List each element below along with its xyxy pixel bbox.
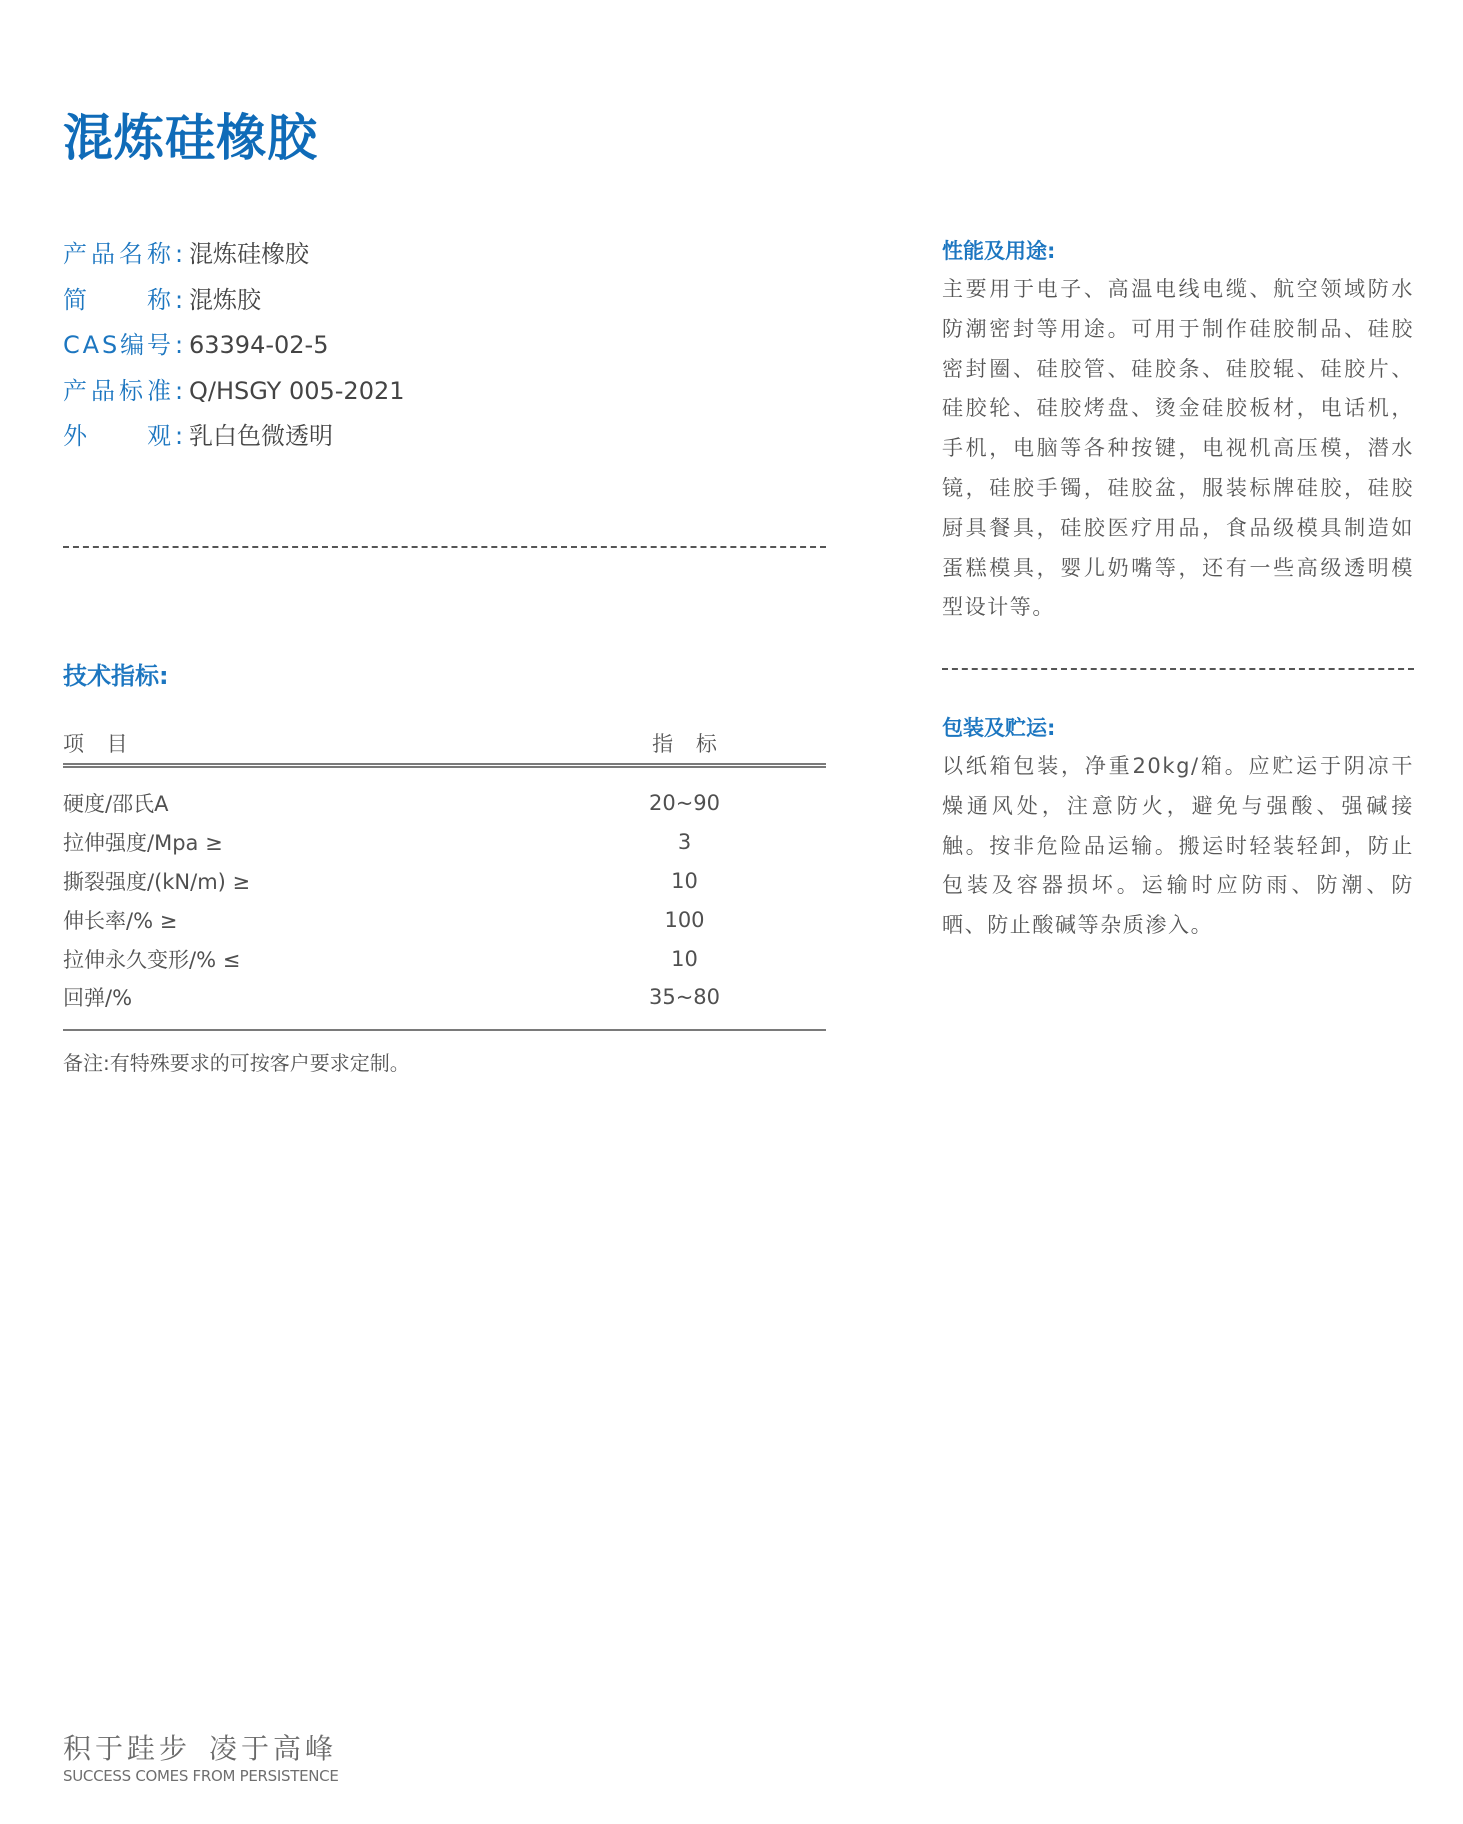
colon: : [174,240,184,268]
cell-item: 伸长率/% ≥ [63,908,178,933]
cell-item: 硬度/邵氏A [63,792,169,817]
cell-value: 100 [664,907,705,932]
label-char: 称 [147,285,171,314]
label-char: 产 [63,376,87,405]
info-row-cas [63,323,823,369]
spec-heading: 技术指标: [63,662,169,690]
table-row [63,900,826,939]
label-char: 号 [146,331,171,359]
column-header-item: 项 目 [63,731,136,756]
info-value: 63394-02-5 [189,331,329,359]
cell-item: 拉伸强度/Mpa ≥ [63,831,223,856]
dashed-divider [63,546,826,548]
slogan-chinese [63,1732,339,1766]
info-value: 混炼硅橡胶 [189,240,309,268]
label-char: S [101,331,118,359]
label-char: 称 [147,240,171,268]
spec-table [63,722,826,1031]
info-value: 混炼胶 [189,285,261,314]
colon: : [174,376,184,405]
colon: : [174,331,184,359]
slogan-english: SUCCESS COMES FROM PERSISTENCE [63,1767,339,1785]
performance-text: 主要用于电子、高温电线电缆、航空领域防水防潮密封等用途。可用于制作硅胶制品、硅胶密封圈、硅胶管、硅胶条、硅胶辊、硅胶片、硅胶轮、硅胶烤盘、烫金硅胶板材，电话机，手机，电脑等各种按键，电视机高压模，潜水镜，硅胶手镯，硅胶盆，服装标牌硅胶，硅胶厨具餐具，硅胶医疗用品，食品级模具制造如蛋糕模具，婴儿奶嘴等，还有一些高级透明模型设计等。 [942,277,1414,620]
label-char: 品 [91,240,115,268]
info-value: Q/HSGY 005-2021 [189,376,405,405]
info-label [63,369,171,414]
footer-slogan [63,1732,339,1786]
table-row [63,862,826,901]
cell-value: 20~90 [648,791,721,816]
slogan-part-1: 积于跬步 [63,1732,192,1765]
table-row [63,823,826,862]
info-row-short-name [63,278,823,324]
table-row [63,978,826,1017]
table-header [63,722,826,768]
info-label [63,414,171,459]
label-char: C [63,331,80,359]
column-header-value: 指 标 [652,731,725,756]
label-char: 编 [120,331,145,359]
slogan-part-2: 凌于高峰 [209,1732,338,1765]
performance-heading: 性能及用途: [942,239,1056,263]
performance-section [942,236,1414,628]
cell-item: 拉伸永久变形/% ≤ [63,947,241,972]
packaging-section [942,713,1414,946]
cell-value: 10 [671,946,698,971]
dashed-divider [942,668,1414,670]
label-char: 观 [147,422,171,450]
spec-note: 备注:有特殊要求的可按客户要求定制。 [63,1051,410,1075]
label-char: 标 [119,376,143,405]
label-char: 准 [147,376,171,405]
product-info [63,232,823,460]
cell-value: 3 [677,830,692,855]
page-title: 混炼硅橡胶 [63,109,318,167]
label-char: A [82,331,100,359]
packaging-heading: 包装及贮运: [942,716,1056,740]
info-value: 乳白色微透明 [189,422,333,450]
cell-item: 回弹/% [63,986,133,1011]
colon: : [174,422,184,450]
info-row-product-name [63,232,823,278]
cell-item: 撕裂强度/(kN/m) ≥ [63,869,251,894]
info-label [63,232,171,277]
info-label [63,323,171,368]
table-body [63,768,826,1031]
info-label [63,278,171,323]
label-char: 名 [119,240,143,268]
cell-value: 10 [671,868,698,893]
info-row-standard [63,369,823,415]
label-char: 品 [91,376,115,405]
table-row [63,939,826,978]
packaging-text: 以纸箱包装，净重20kg/箱。应贮运于阴凉干燥通风处，注意防火，避免与强酸、强碱接触。按非危险品运输。搬运时轻装轻卸，防止包装及容器损坏。运输时应防雨、防潮、防晒、防止酸碱等杂质渗入。 [942,754,1414,938]
colon: : [174,285,184,314]
label-char: 产 [63,240,87,268]
table-row [63,784,826,823]
label-char: 外 [63,422,87,450]
cell-value: 35~80 [648,985,721,1010]
label-char: 简 [63,285,87,314]
info-row-appearance [63,414,823,460]
